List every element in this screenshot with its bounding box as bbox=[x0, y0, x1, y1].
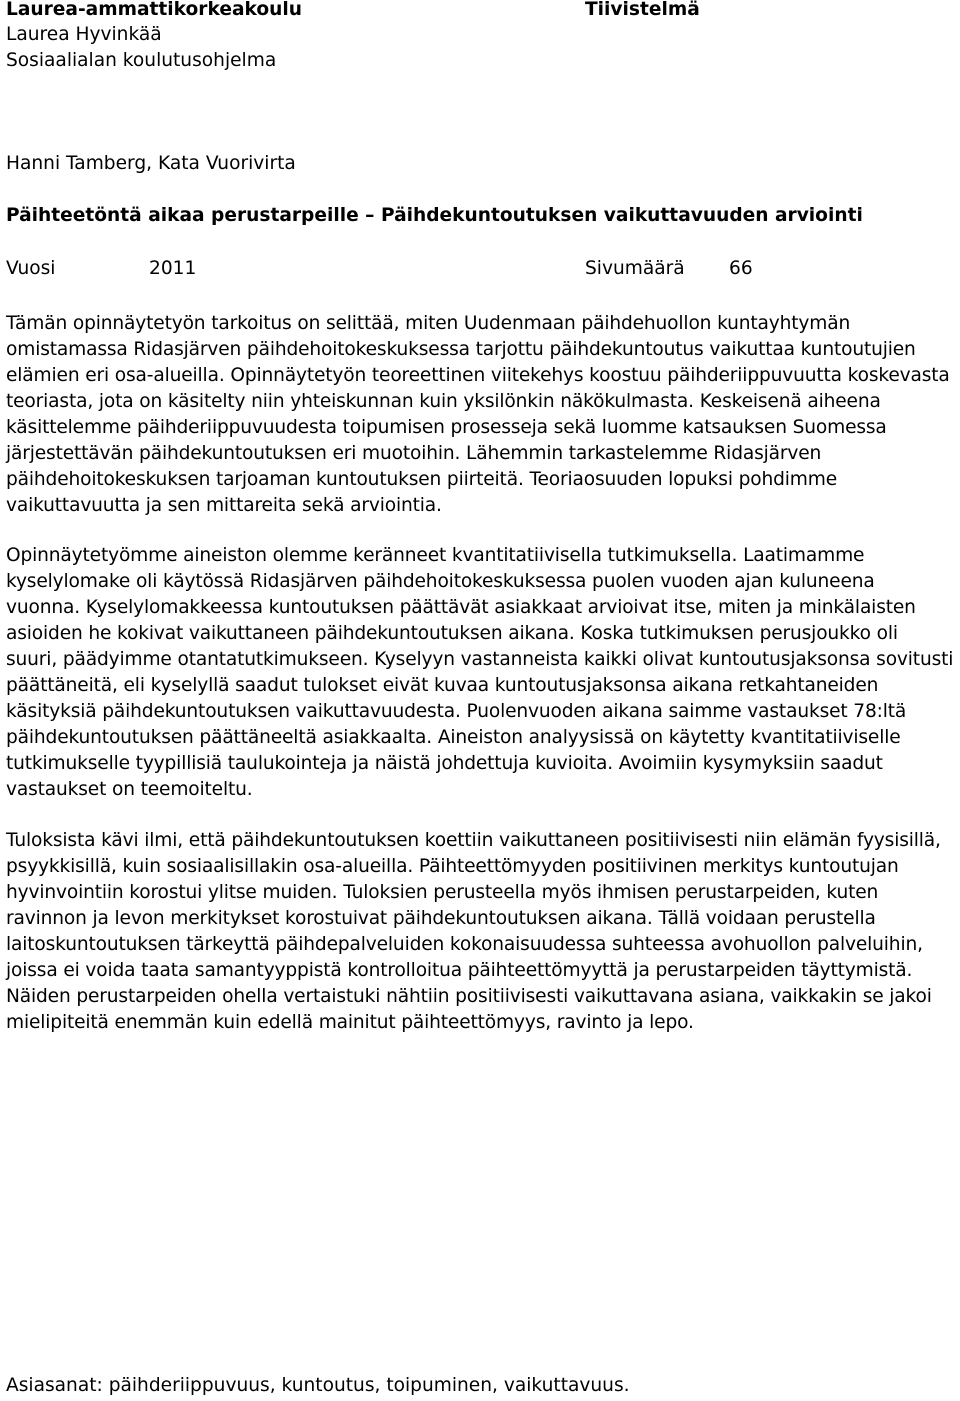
year-value: 2011 bbox=[149, 258, 197, 279]
programme-name: Sosiaalialan koulutusohjelma bbox=[6, 50, 277, 71]
abstract-paragraph-2: Opinnäytetyömme aineiston olemme keränneet kvantitatiivisella tutkimuksella. Laatimamme kyselylomake oli käytössä Ridasjärven päihdehoitokeskuksessa puolen vuoden ajan kuluneena vuonna. Kyselylomakkeessa kuntoutuksen päättävät asiakkaat arvioivat itse, miten ja minkälaisten asioiden he kokivat vaikuttaneen päihdekuntoutuksen aikana. Koska tutkimuksen perusjoukko oli suuri, päädyimme otantatutkimukseen. Kyselyyn vastanneista kaikki olivat kuntoutusjaksonsa sovitusti päättäneitä, eli kyselyllä saadut tulokset eivät kuvaa kuntoutusjaksonsa aikana retkahtaneiden käsityksiä päihdekuntoutuksen vaikuttavuudesta. Puolenvuoden aikana saimme vastaukset 78:ltä päihdekuntoutuksen päättäneeltä asiakkaalta. Aineiston analyysissä on käytetty kvantitatiiviselle tutkimukselle tyypillisiä taulukointeja ja näistä johdettuja kuvioita. Avoimiin kysymyksiin saadut vastaukset on teemoiteltu. bbox=[6, 545, 954, 800]
year-label: Vuosi bbox=[6, 258, 56, 279]
authors: Hanni Tamberg, Kata Vuorivirta bbox=[6, 153, 296, 174]
pages-label: Sivumäärä bbox=[585, 258, 685, 279]
thesis-title: Päihteetöntä aikaa perustarpeille – Päihdekuntoutuksen vaikuttavuuden arviointi bbox=[6, 205, 863, 226]
pages-value: 66 bbox=[729, 258, 753, 279]
keywords: Asiasanat: päihderiippuvuus, kuntoutus, toipuminen, vaikuttavuus. bbox=[6, 1375, 630, 1396]
institution-name: Laurea-ammattikorkeakoulu bbox=[6, 0, 302, 20]
document-type: Tiivistelmä bbox=[585, 0, 700, 20]
abstract-paragraph-1: Tämän opinnäytetyön tarkoitus on selittää, miten Uudenmaan päihdehuollon kuntayhtymän omistamassa Ridasjärven päihdehoitokeskuksessa tarjottu päihdekuntoutus vaikuttaa kuntoutujien elämien eri osa-alueilla. Opinnäytetyön teoreettinen viitekehys koostuu päihderiippuvuutta koskevasta teoriasta, jota on käsitelty niin yhteiskunnan kuin yksilönkin näkökulmasta. Keskeisenä aiheena käsittelemme päihderiippuvuudesta toipumisen prosesseja sekä luomme katsauksen Suomessa järjestettävän päihdekuntoutuksen eri muotoihin. Lähemmin tarkastelemme Ridasjärven päihdehoitokeskuksen tarjoaman kuntoutuksen piirteitä. Teoriaosuuden lopuksi pohdimme vaikuttavuutta ja sen mittareita sekä arviointia. bbox=[6, 313, 950, 516]
campus-name: Laurea Hyvinkää bbox=[6, 24, 162, 45]
abstract-paragraph-3: Tuloksista kävi ilmi, että päihdekuntoutuksen koettiin vaikuttaneen positiivisesti niin elämän fyysisillä, psyykkisillä, kuin sosiaalisillakin osa-alueilla. Päihteettömyyden positiivinen merkitys kuntoutujan hyvinvointiin korostui ylitse muiden. Tuloksien perusteella myös ihmisen perustarpeiden, kuten ravinnon ja levon merkitykset korostuivat päihdekuntoutuksen aikana. Tällä voidaan perustella laitoskuntoutuksen tärkeyttä päihdepalveluiden kokonaisuudessa suhteessa avohuollon palveluihin, joissa ei voida taata samantyyppistä kontrolloitua päihteettömyyttä ja perustarpeiden täyttymistä. Näiden perustarpeiden ohella vertaistuki nähtiin positiivisesti vaikuttavana asiana, vaikkakin se jakoi mielipiteitä enemmän kuin edellä mainitut päihteettömyys, ravinto ja lepo. bbox=[6, 830, 941, 1033]
